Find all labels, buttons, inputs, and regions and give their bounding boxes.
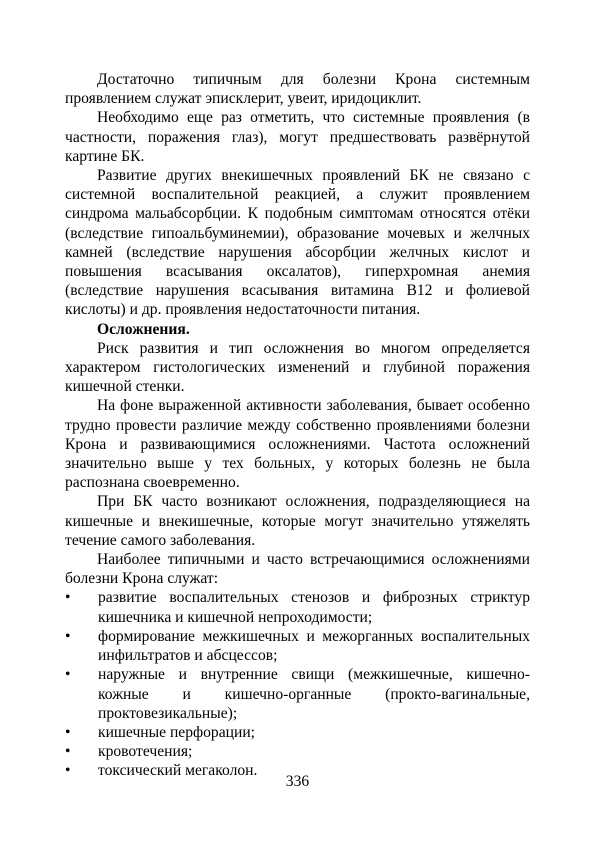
bullet-icon: • bbox=[65, 762, 71, 780]
complications-list bbox=[65, 588, 530, 780]
bullet-icon: • bbox=[65, 627, 71, 645]
list-item-text: кровотечения; bbox=[98, 743, 193, 761]
paragraph: Развитие других внекишечных проявлений БК не связано с системной воспалительной реакцией, а служит проявлением синдрома мальабсорбции. К подобным симптомам относятся отёки (вследствие гипоальбуминемии), образование мочевых и желчных камней (вследствие нарушения абсорбции желчных кислот и повышения всасывания оксалатов), гиперхромная анемия (вследствие нарушения всасывания витамина B12 и фолиевой кислоты) и др. проявления недостаточности питания. bbox=[65, 167, 530, 319]
list-item-text: токсический мегаколон. bbox=[98, 762, 258, 780]
bullet-icon: • bbox=[65, 723, 71, 741]
paragraph: Риск развития и тип осложнения во многом определяется характером гистологических изменений и глубиной поражения кишечной стенки. bbox=[65, 339, 530, 396]
list-item-text: развитие воспалительных стенозов и фиброзных стриктур кишечника и кишечной непроходимости; bbox=[98, 589, 530, 626]
paragraph: Наиболее типичными и часто встречающимися осложнениями болезни Крона служат: bbox=[65, 551, 530, 588]
page-number: 336 bbox=[285, 773, 310, 790]
list-item bbox=[65, 627, 530, 665]
list-item-text: наружные и внутренние свищи (межкишечные, кишечно-кожные и кишечно-органные (прокто-вагинальные, проктовезикальные); bbox=[98, 666, 530, 722]
bullet-icon: • bbox=[65, 743, 71, 761]
list-item bbox=[65, 665, 530, 723]
paragraph: На фоне выраженной активности заболевания, бывает особенно трудно провести различие между собственно проявлениями болезни Крона и развивающимися осложнениями. Частота осложнений значительно выше у тех больных, у которых болезнь не была распознана своевременно. bbox=[65, 397, 530, 492]
bullet-icon: • bbox=[65, 589, 71, 607]
list-item-text: кишечные перфорации; bbox=[98, 723, 255, 741]
list-item bbox=[65, 588, 530, 626]
page-body bbox=[65, 70, 530, 781]
list-item bbox=[65, 723, 530, 742]
list-item-text: формирование межкишечных и межорганных воспалительных инфильтратов и абсцессов; bbox=[98, 627, 530, 665]
bullet-icon: • bbox=[65, 666, 71, 684]
paragraph: Необходимо еще раз отметить, что системные проявления (в частности, поражения глаз), могут предшествовать развёрнутой картине БК. bbox=[65, 109, 530, 165]
section-heading: Осложнения. bbox=[97, 320, 190, 338]
paragraph: При БК часто возникают осложнения, подразделяющиеся на кишечные и внекишечные, которые могут значительно утяжелять течение самого заболевания. bbox=[65, 493, 530, 549]
list-item bbox=[65, 742, 530, 761]
paragraph: Достаточно типичным для болезни Крона системным проявлением служат эписклерит, увеит, иридоциклит. bbox=[65, 71, 530, 108]
